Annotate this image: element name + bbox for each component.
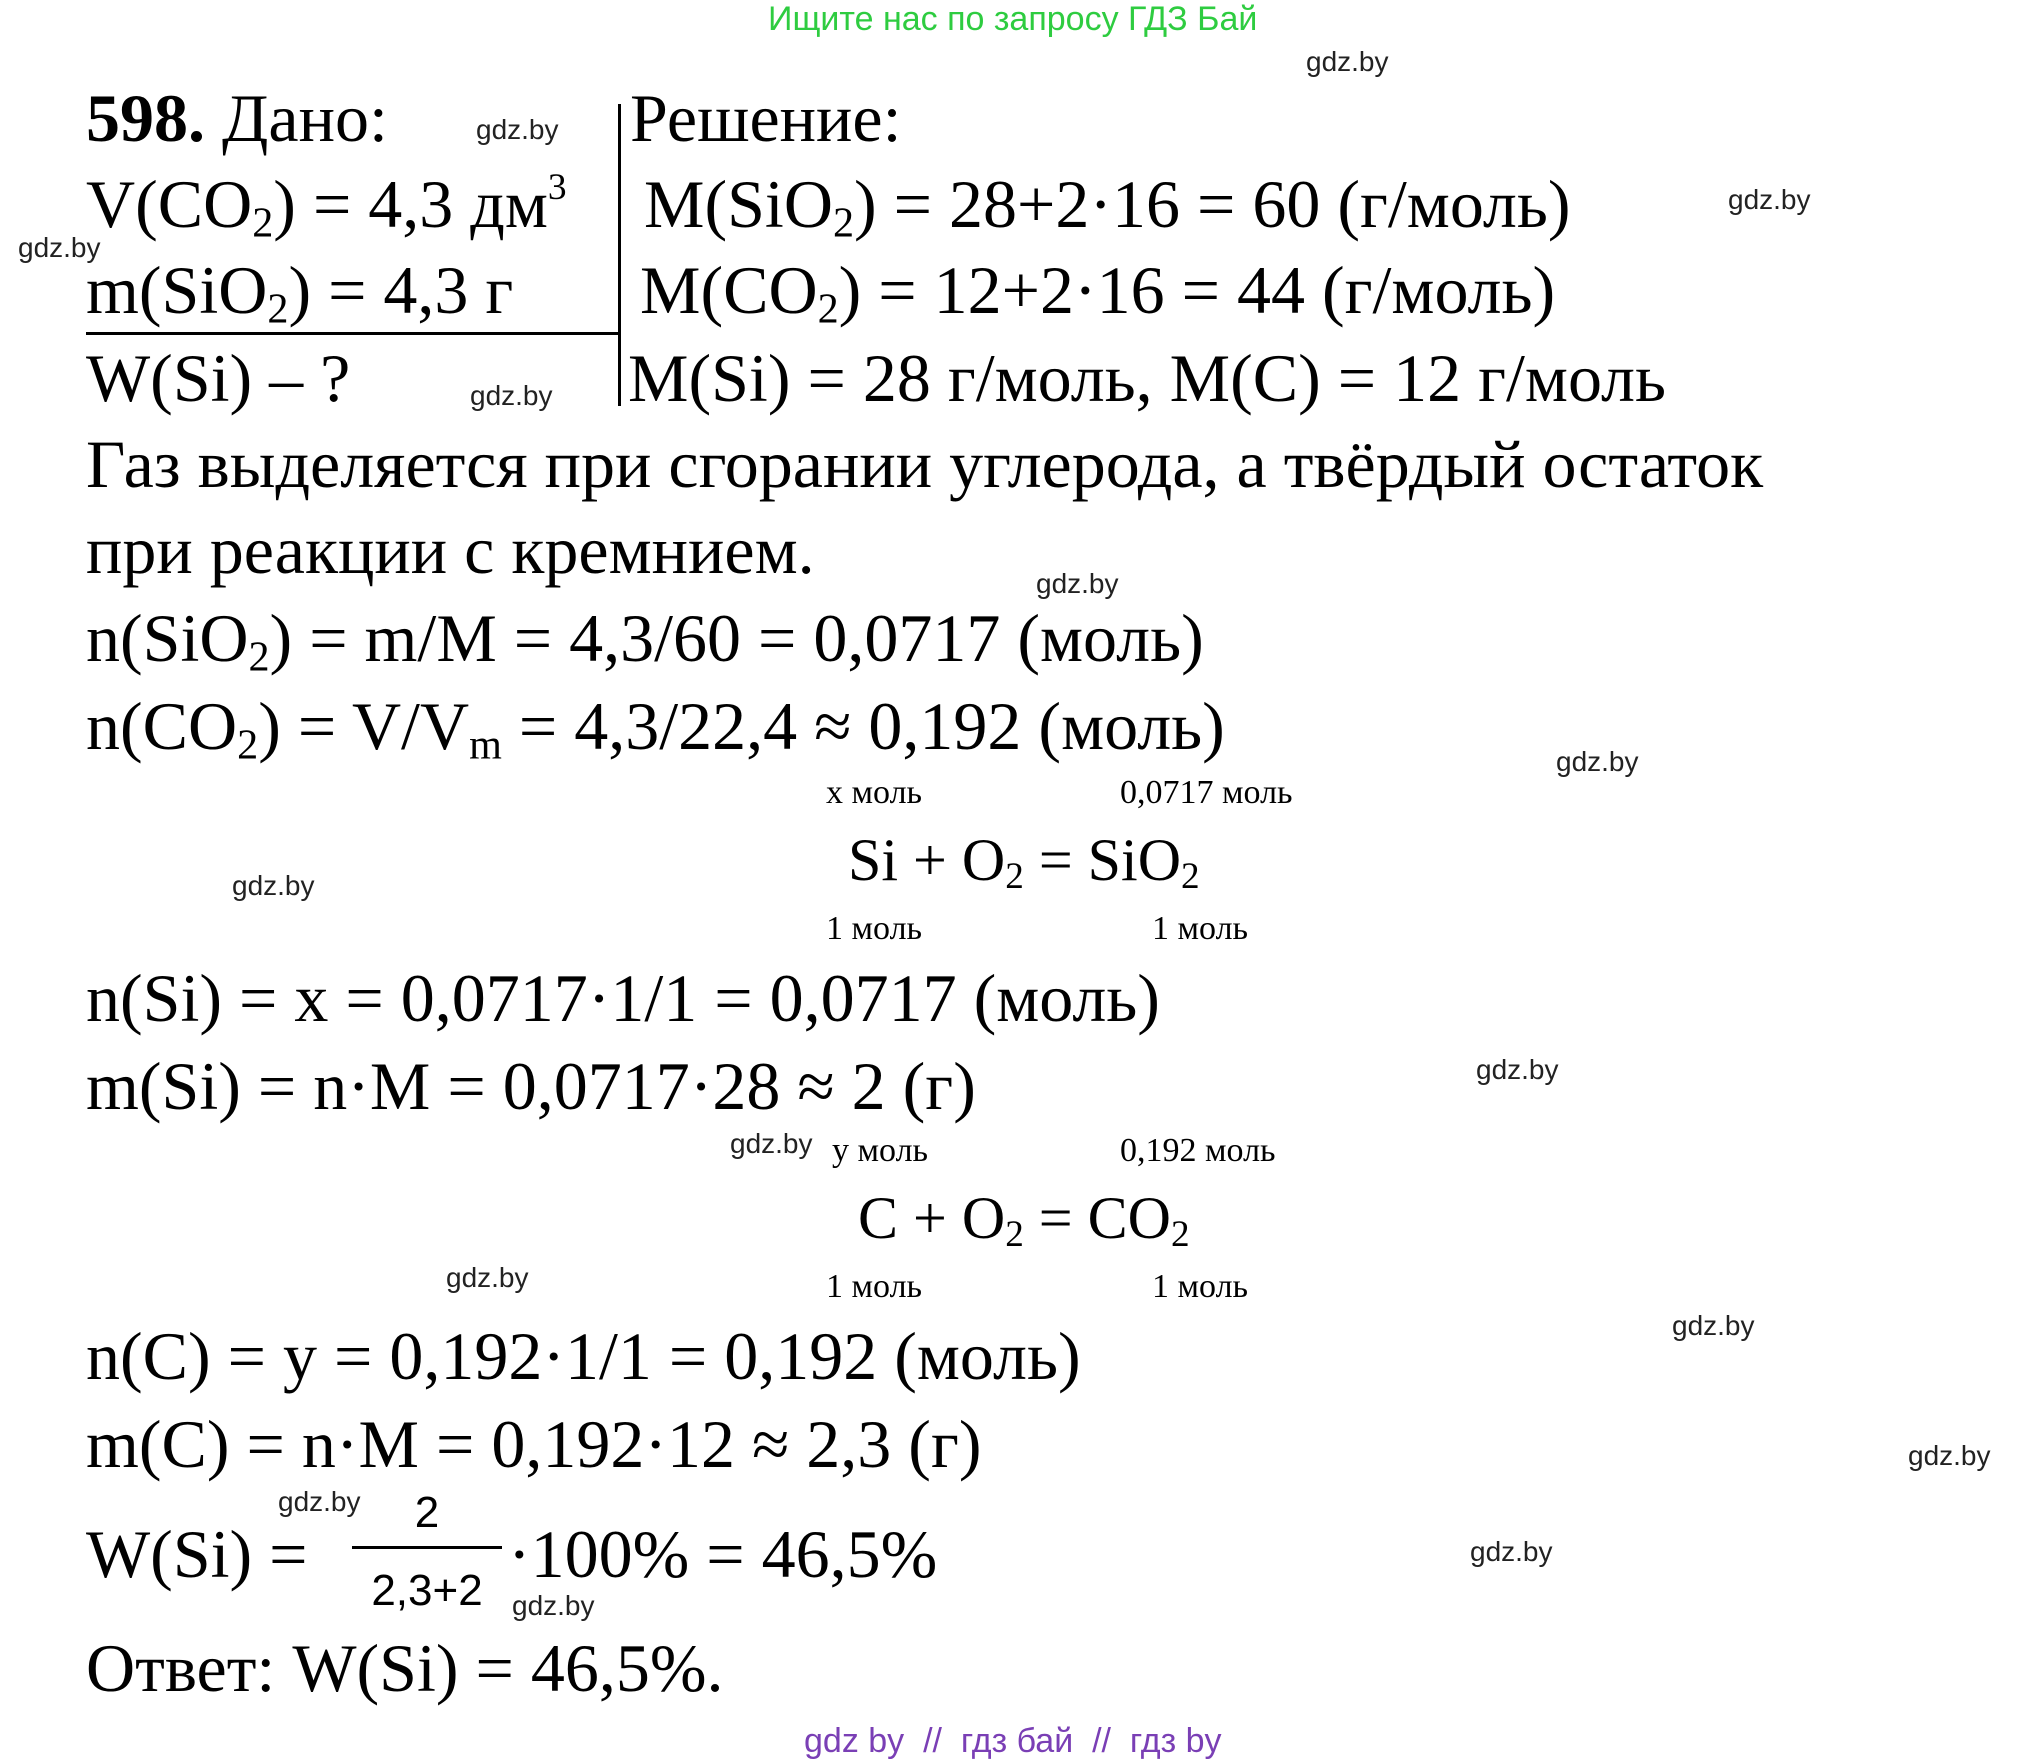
sub: 2 [1170,1214,1190,1256]
given-v-co2 [86,166,567,247]
reaction1-eq-b: = SiO [1023,827,1182,893]
vertical-divider [618,104,621,406]
given-m-sio2 [86,252,514,333]
explanation-line-1: Газ выделяется при сгорании углерода, а твёрдый остаток [86,426,1764,502]
watermark: gdz.by [476,114,559,145]
reaction2-eq-b: = CO [1023,1185,1171,1251]
reaction2-below-right: 1 моль [1152,1268,1249,1305]
n-si: n(Si) = x = 0,0717·1/1 = 0,0717 (моль) [86,960,1160,1036]
footer: gdz by // гдз бай // гдз by [804,1722,1222,1760]
sub: m [469,721,502,769]
m-si: m(Si) = n·M = 0,0717·28 ≈ 2 (г) [86,1048,976,1124]
n-sio2-post: ) = m/M = 4,3/60 = 0,0717 (моль) [269,600,1204,676]
n-co2-post: = 4,3/22,4 ≈ 0,192 (моль) [501,688,1225,764]
molar-mass-sio2 [644,166,1571,247]
reaction2-below-left: 1 моль [826,1268,923,1305]
watermark: gdz.by [1036,568,1119,599]
given-m-sio2-pre: m(SiO [86,252,268,328]
molar-mass-co2 [640,252,1556,333]
n-sio2 [86,600,1204,681]
reaction2-above-right: 0,192 моль [1120,1132,1276,1169]
reaction1-equation [848,827,1200,898]
watermark: gdz.by [446,1262,529,1293]
reaction1-below-right: 1 моль [1152,910,1249,947]
w-si-lhs: W(Si) = [86,1516,308,1592]
reaction1-above-left: x моль [826,774,923,811]
watermark: gdz.by [470,380,553,411]
given-find: W(Si) – ? [86,340,351,416]
w-si-rhs: ·100% = 46,5% [508,1516,938,1592]
watermark: gdz.by [1908,1440,1991,1471]
solution-label: Решение: [630,80,902,156]
n-co2-pre: n(CO [86,688,238,764]
given-label: Дано: [222,80,388,156]
watermark: gdz.by [1470,1536,1553,1567]
sub: 2 [1005,1214,1024,1256]
reaction1-below-left: 1 моль [826,910,923,947]
molar-mass-co2-pre: M(CO [640,252,818,328]
top-banner: Ищите нас по запросу ГДЗ Бай [768,0,1258,38]
reaction2-eq-a: C + O [858,1185,1006,1251]
given-v-co2-mid: ) = 4,3 дм [273,166,548,242]
explanation-line-2: при реакции с кремнием. [86,512,815,588]
given-header [86,80,388,156]
problem-number: 598. [86,80,205,156]
watermark: gdz.by [512,1590,595,1621]
sub: 2 [1181,856,1200,898]
watermark: gdz.by [1476,1054,1559,1085]
molar-mass-sio2-pre: M(SiO [644,166,833,242]
n-co2 [86,688,1225,769]
sub: 2 [832,199,855,247]
given-m-sio2-post: ) = 4,3 г [288,252,514,328]
watermark: gdz.by [1728,184,1811,215]
sup: 3 [547,166,567,208]
watermark: gdz.by [278,1486,361,1517]
watermark: gdz.by [1556,746,1639,777]
watermark: gdz.by [1672,1310,1755,1341]
molar-mass-co2-post: ) = 12+2·16 = 44 (г/моль) [838,252,1556,328]
m-c: m(C) = n·M = 0,192·12 ≈ 2,3 (г) [86,1406,982,1482]
sub: 2 [817,285,839,333]
watermark: gdz.by [730,1128,813,1159]
sub: 2 [248,633,270,681]
given-v-co2-pre: V(CO [86,166,253,242]
molar-mass-sio2-post: ) = 28+2·16 = 60 (г/моль) [854,166,1571,242]
watermark: gdz.by [232,870,315,901]
reaction1-above-right: 0,0717 моль [1120,774,1293,811]
sub: 2 [1005,856,1024,898]
horizontal-divider [86,332,621,335]
sub: 2 [237,721,259,769]
n-sio2-pre: n(SiO [86,600,249,676]
reaction2-above-left: y моль [832,1132,929,1169]
fraction-bar [352,1546,502,1549]
sub: 2 [267,285,289,333]
reaction2-equation [858,1185,1190,1256]
watermark: gdz.by [1306,46,1389,77]
n-c: n(C) = y = 0,192·1/1 = 0,192 (моль) [86,1318,1081,1394]
n-co2-mid: ) = V/V [258,688,470,764]
answer: Ответ: W(Si) = 46,5%. [86,1630,724,1706]
watermark: gdz.by [18,232,101,263]
reaction1-eq-a: Si + O [848,827,1006,893]
molar-mass-si-c: M(Si) = 28 г/моль, M(C) = 12 г/моль [628,340,1666,416]
fraction-numerator: 2 [414,1488,440,1537]
fraction-denominator: 2,3+2 [371,1566,483,1615]
sub: 2 [252,199,274,247]
